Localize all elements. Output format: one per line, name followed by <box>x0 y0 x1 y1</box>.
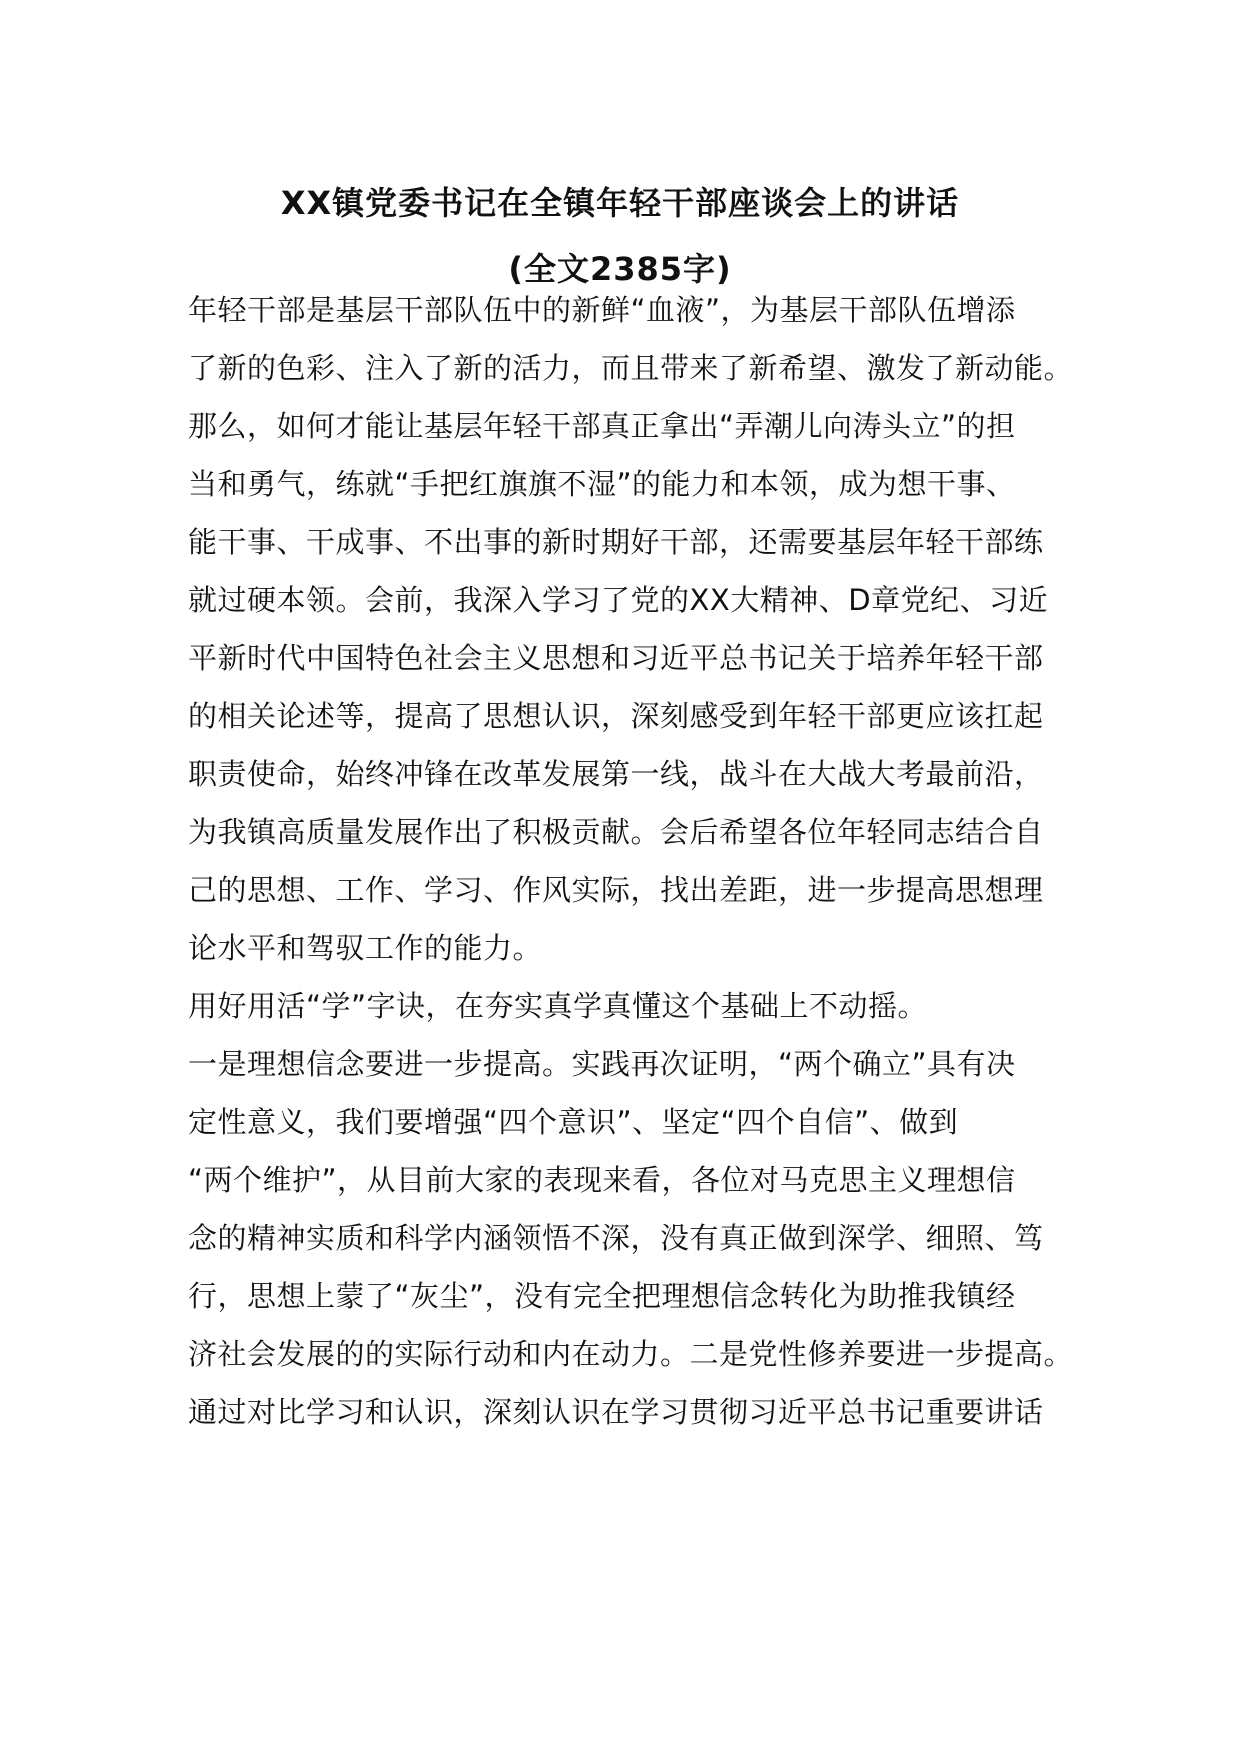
body-line: 职责使命，始终冲锋在改革发展第一线，战斗在大战大考最前沿， <box>188 757 1044 791</box>
body-line: 论水平和驾驭工作的能力。 <box>188 931 543 965</box>
body-line: 一是理想信念要进一步提高。实践再次证明，“两个确立”具有决 <box>188 1047 1016 1081</box>
body-line: 能干事、干成事、不出事的新时期好干部，还需要基层年轻干部练 <box>188 525 1044 559</box>
body-line: 的相关论述等，提高了思想认识，深刻感受到年轻干部更应该扛起 <box>188 699 1044 733</box>
document-subtitle: (全文2385字) <box>508 250 732 288</box>
body-line: 平新时代中国特色社会主义思想和习近平总书记关于培养年轻干部 <box>188 641 1044 675</box>
body-line: 通过对比学习和认识，深刻认识在学习贯彻习近平总书记重要讲话 <box>188 1395 1044 1429</box>
body-line: 就过硬本领。会前，我深入学习了党的XX大精神、D章党纪、习近 <box>188 583 1049 617</box>
body-line: 济社会发展的的实际行动和内在动力。二是党性修养要进一步提高。 <box>188 1337 1074 1371</box>
body-line: 念的精神实质和科学内涵领悟不深，没有真正做到深学、细照、笃 <box>188 1221 1044 1255</box>
body-line: “两个维护”，从目前大家的表现来看，各位对马克思主义理想信 <box>188 1163 1016 1197</box>
document-title: XX镇党委书记在全镇年轻干部座谈会上的讲话 <box>280 184 960 222</box>
body-line: 那么，如何才能让基层年轻干部真正拿出“弄潮儿向涛头立”的担 <box>188 409 1016 443</box>
body-line: 当和勇气，练就“手把红旗旗不湿”的能力和本领，成为想干事、 <box>188 467 1016 501</box>
body-line: 行，思想上蒙了“灰尘”，没有完全把理想信念转化为助推我镇经 <box>188 1279 1016 1313</box>
body-line: 己的思想、工作、学习、作风实际，找出差距，进一步提高思想理 <box>188 873 1044 907</box>
body-line: 年轻干部是基层干部队伍中的新鲜“血液”，为基层干部队伍增添 <box>188 293 1016 327</box>
body-line: 用好用活“学”字诀，在夯实真学真懂这个基础上不动摇。 <box>188 989 928 1023</box>
body-line: 定性意义，我们要增强“四个意识”、坚定“四个自信”、做到 <box>188 1105 959 1139</box>
body-line: 了新的色彩、注入了新的活力，而且带来了新希望、激发了新动能。 <box>188 351 1074 385</box>
body-line: 为我镇高质量发展作出了积极贡献。会后希望各位年轻同志结合自 <box>188 815 1044 849</box>
